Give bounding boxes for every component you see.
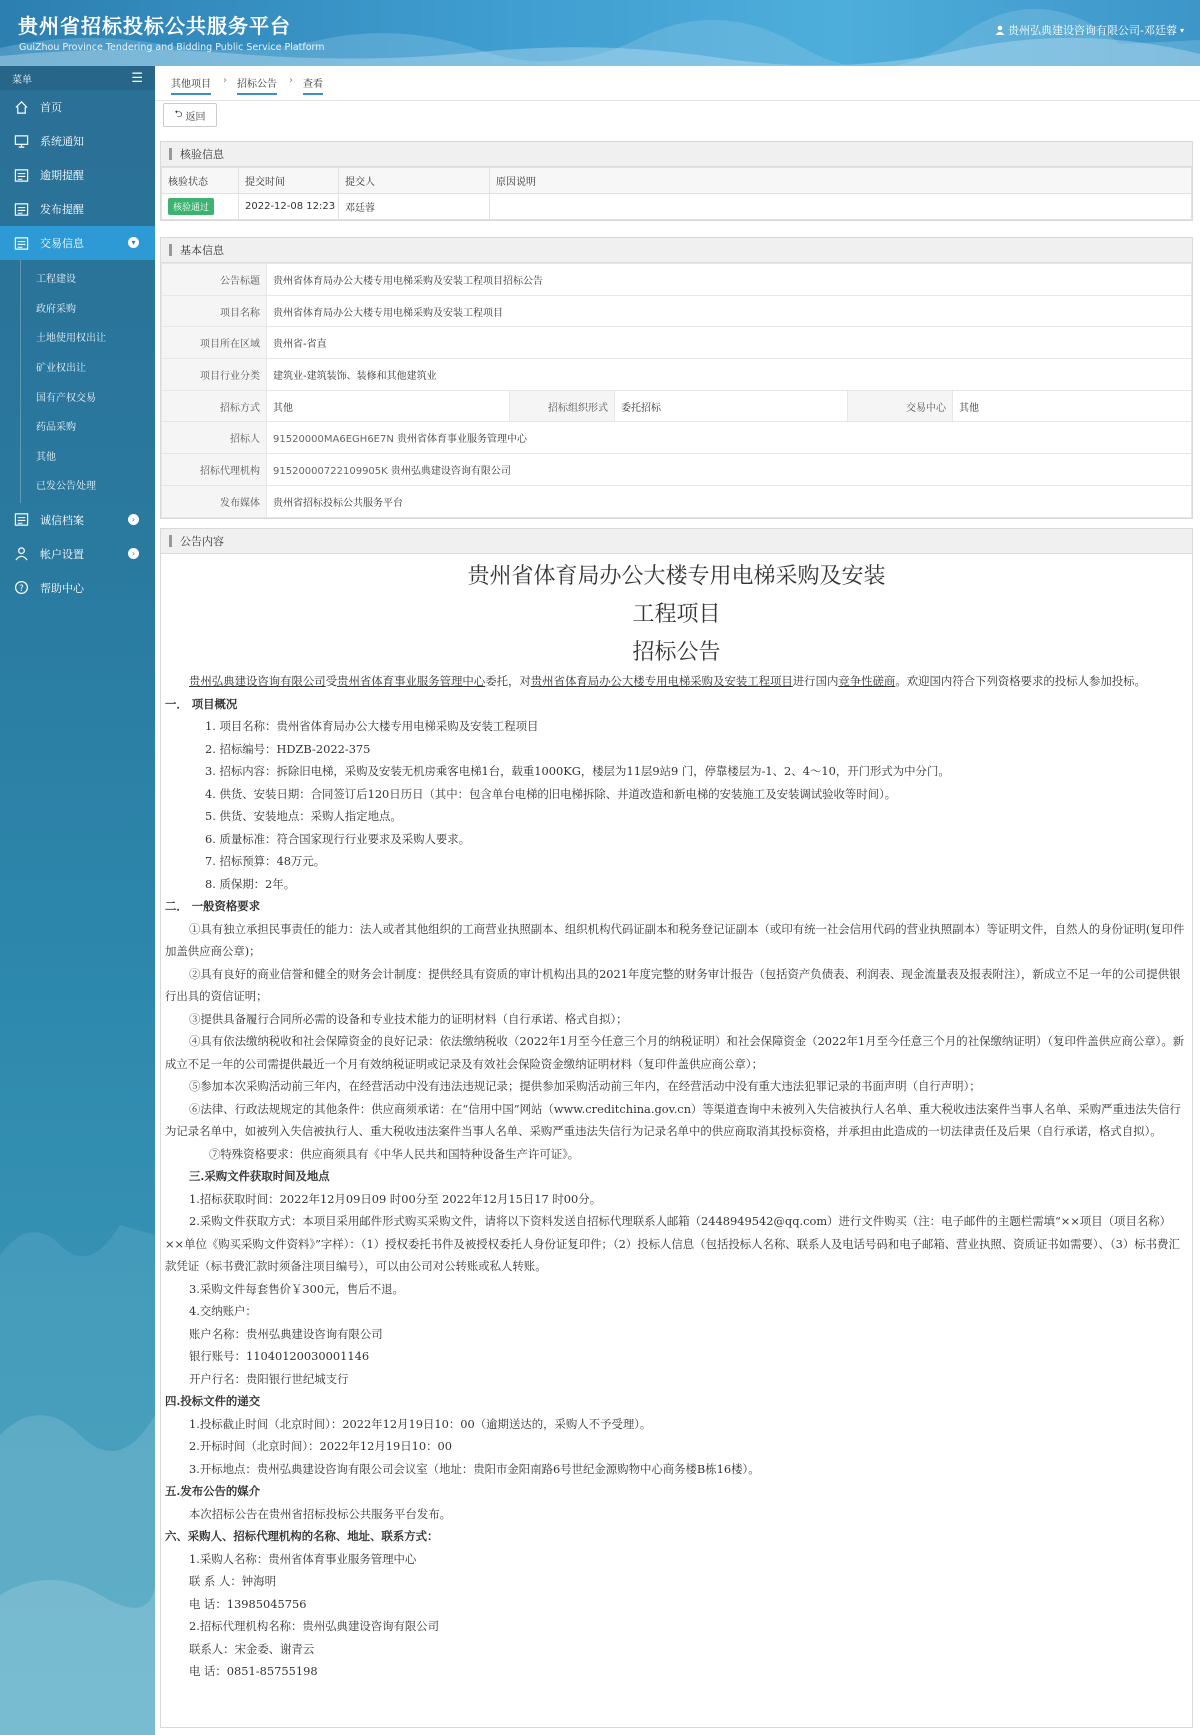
sub-item-other[interactable]: 其他 (36, 451, 56, 463)
contact-item: 电 话：13985045756 (189, 1596, 307, 1611)
sub-item-land-use[interactable]: 土地使用权出让 (36, 333, 106, 345)
basic-title: 基本信息 (180, 244, 224, 257)
title-bar-marker (169, 148, 172, 160)
nav-item-publish-reminder[interactable] (0, 192, 155, 226)
nav-label: 系统通知 (40, 135, 84, 148)
section-heading: 二． 一般资格要求 (165, 899, 261, 913)
agency-code: 91520000722109905K (273, 465, 388, 477)
project-overview-item: 4. 供货、安装日期：合同签订后120日历日（其中：包含单台电梯的旧电梯拆除、井道改造和新电梯的安装施工及安装调试验收等时间）。 (205, 786, 897, 801)
field-label: 项目所在区域 (162, 327, 267, 359)
title-bar-marker (169, 535, 172, 547)
home-icon (12, 98, 30, 116)
document-item: 银行账号：11040120030001146 (189, 1349, 370, 1363)
nav-item-credit-archive[interactable] (0, 503, 155, 537)
field-label: 发布媒体 (162, 485, 267, 517)
org-form-value: 委托招标 (615, 390, 848, 422)
tenderer-value (267, 422, 1192, 454)
submission-item: 3.开标地点：贵州弘典建设咨询有限公司会议室（地址：贵阳市金阳南路6号世纪金源购物中心商务楼B栋16楼）。 (189, 1461, 760, 1476)
basic-info-table (161, 263, 1192, 518)
announcement-text (165, 670, 1188, 1683)
chevron-down-icon: ▾ (128, 237, 139, 248)
svg-text:?: ? (18, 583, 24, 594)
sub-item-published-announcements[interactable]: 已发公告处理 (36, 481, 96, 493)
sub-item-government-procurement[interactable]: 政府采购 (36, 303, 76, 315)
contact-item: 2.招标代理机构名称：贵州弘典建设咨询有限公司 (189, 1619, 440, 1633)
basic-panel-title (161, 238, 1192, 263)
list-icon (12, 234, 30, 252)
platform-title: 贵州省招标投标公共服务平台 (18, 14, 291, 38)
project-name-value: 贵州省体育局办公大楼专用电梯采购及安装工程项目 (267, 295, 1192, 327)
qualification-item: ④具有依法缴纳税收和社会保障资金的良好记录：依法缴纳税收（2022年1月至今任意三个月的纳税证明）和社会保障资金（2022年1月至今任意三个月的社保缴纳证明）（复印件盖供应商公章）。新成立不足一年的公司需提供最近一个月有效纳税证明或记录及有效社会保险资金缴纳证明材料（复印件盖供应商公章）； (165, 1034, 1185, 1071)
nav-item-home[interactable] (0, 90, 155, 124)
back-icon: ⮌ (174, 108, 183, 120)
sidebar-background (0, 835, 155, 1735)
agency-value (267, 454, 1192, 486)
verify-panel (160, 141, 1193, 221)
main-content (155, 66, 1200, 1735)
section-heading: 六、采购人、招标代理机构的名称、地址、联系方式： (165, 1529, 439, 1543)
nav-label: 首页 (40, 101, 62, 114)
breadcrumb-separator: › (289, 75, 293, 86)
project-overview-item: 2. 招标编号：HDZB-2022-375 (205, 741, 371, 756)
industry-value: 建筑业-建筑装饰、装修和其他建筑业 (267, 359, 1192, 391)
title-bar-marker (169, 244, 172, 256)
qualification-item: ⑦特殊资格要求：供应商须具有《中华人民共和国特种设备生产许可证》。 (209, 1146, 580, 1161)
sidebar (0, 66, 155, 1735)
announcement-heading-line: 贵州省体育局办公大楼专用电梯采购及安装 (467, 564, 886, 589)
col-header: 提交人 (339, 168, 490, 194)
col-header: 核验状态 (162, 168, 239, 194)
monitor-icon (12, 132, 30, 150)
media-text: 本次招标公告在贵州省招标投标公共服务平台发布。 (189, 1506, 451, 1521)
breadcrumb-item[interactable]: 查看 (303, 75, 323, 95)
chevron-right-icon: › (128, 514, 139, 525)
announcement-section-title: 公告内容 (180, 535, 224, 548)
contact-item: 联 系 人：钟海明 (189, 1574, 276, 1588)
menu-label: 菜单 (12, 74, 32, 86)
intro-agency: 贵州弘典建设咨询有限公司 (189, 674, 326, 688)
project-overview-item: 1. 项目名称：贵州省体育局办公大楼专用电梯采购及安装工程项目 (205, 719, 539, 733)
announcement-panel-title (161, 529, 1192, 554)
qualification-item: ①具有独立承担民事责任的能力：法人或者其他组织的工商营业执照副本、组织机构代码证副本和税务登记证副本（或印有统一社会信用代码的营业执照副本）等证明文件，自然人的身份证明(复印件加盖供应商公章)； (165, 921, 1185, 958)
status-cell (162, 194, 239, 220)
field-label: 项目行业分类 (162, 359, 267, 391)
agency-name: 贵州弘典建设咨询有限公司 (390, 465, 511, 477)
qualification-item: ②具有良好的商业信誉和健全的财务会计制度：提供经具有资质的审计机构出具的2021年度完整的财务审计报告（包括资产负债表、利润表、现金流量表及报表附注），新成立不足一年的公司提供银行出具的资信证明； (165, 966, 1181, 1003)
qualification-item: ⑥法律、行政法规规定的其他条件：供应商须承诺：在“信用中国”网站（www.creditchina.gov.cn）等渠道查询中未被列入失信被执行人名单、重大税收违法案件当事人名单、采购严重违法失信行为记录名单中，如被列入失信被执行人、重大税收违法案件当事人名单、采购严重违法失信行为记录名单中的供应商取消其投标资格，并承担由此造成的一切法律责任及后果（自行承诺，格式自拟）。 (165, 1101, 1181, 1138)
sub-item-engineering[interactable]: 工程建设 (36, 274, 76, 286)
user-icon (995, 25, 1005, 35)
project-overview-item: 8. 质保期：2年。 (205, 876, 296, 891)
document-item: 1.招标获取时间：2022年12月09日09 时00分至 2022年12月15日17 时00分。 (189, 1191, 602, 1206)
nav-label: 发布提醒 (40, 203, 84, 216)
field-label: 公告标题 (162, 264, 267, 296)
reason (490, 194, 1192, 220)
trade-info-submenu (0, 260, 155, 503)
region-value: 贵州省-省直 (267, 327, 1192, 359)
back-label: 返回 (185, 111, 206, 123)
nav-label: 交易信息 (40, 237, 84, 250)
col-header: 提交时间 (239, 168, 339, 194)
caret-down-icon: ▾ (1179, 25, 1184, 35)
sub-item-mining-rights[interactable]: 矿业权出让 (36, 363, 86, 375)
list-icon (12, 511, 30, 529)
submission-item: 1.投标截止时间（北京时间）：2022年12月19日10：00（逾期送达的，采购人不予受理）。 (189, 1416, 652, 1431)
nav-label: 逾期提醒 (40, 169, 84, 182)
back-button[interactable] (163, 103, 217, 127)
breadcrumb-item[interactable]: 其他项目 (171, 75, 211, 95)
basic-info-panel (160, 237, 1193, 519)
project-overview-item: 7. 招标预算：48万元。 (205, 854, 326, 868)
col-header: 原因说明 (490, 168, 1192, 194)
contact-item: 1.采购人名称：贵州省体育事业服务管理中心 (189, 1551, 417, 1566)
intro-text: 。欢迎国内符合下列资格要求的投标人参加投标。 (895, 674, 1146, 688)
sub-item-drug-procurement[interactable]: 药品采购 (36, 422, 76, 434)
nav-item-trade-info[interactable] (0, 226, 155, 260)
field-label: 招标方式 (162, 390, 267, 422)
breadcrumb (155, 66, 1200, 101)
app-header (0, 0, 1200, 66)
verify-panel-title (161, 142, 1192, 167)
field-label: 招标组织形式 (510, 390, 615, 422)
user-menu[interactable] (995, 22, 1184, 38)
submitter: 邓廷蓉 (339, 194, 490, 220)
nav-item-help[interactable] (0, 571, 155, 605)
nav-item-notifications[interactable] (0, 124, 155, 158)
nav-item-overdue[interactable] (0, 158, 155, 192)
media-value: 贵州省招标投标公共服务平台 (267, 485, 1192, 517)
tenderer-code: 91520000MA6EGH6E7N (273, 434, 394, 446)
tenderer-name: 贵州省体育事业服务管理中心 (397, 434, 528, 446)
intro-text: 委托，对 (485, 674, 531, 688)
method-value: 其他 (267, 390, 510, 422)
nav-label: 帮助中心 (40, 581, 84, 595)
help-icon (12, 579, 30, 597)
section-heading: 三.采购文件获取时间及地点 (189, 1169, 330, 1183)
announcement-title-value: 贵州省体育局办公大楼专用电梯采购及安装工程项目招标公告 (267, 264, 1192, 296)
section-heading: 一． 项目概况 (165, 696, 238, 711)
contact-item: 联系人：宋金委、谢青云 (189, 1641, 315, 1656)
center-value: 其他 (953, 390, 1192, 422)
list-icon (12, 166, 30, 184)
breadcrumb-item[interactable]: 招标公告 (237, 75, 277, 95)
document-item: 开户行名：贵阳银行世纪城支行 (189, 1371, 349, 1386)
intro-type: 竞争性磋商 (838, 674, 896, 688)
announcement-heading-line: 招标公告 (632, 640, 721, 665)
intro-text: 受 (325, 674, 338, 688)
intro-project: 贵州省体育局办公大楼专用电梯采购及安装工程项目 (530, 674, 793, 688)
intro-text: 进行国内 (792, 674, 839, 688)
breadcrumb-separator: › (223, 75, 227, 86)
qualification-item: ③提供具备履行合同所必需的设备和专业技术能力的证明材料（自行承诺、格式自拟）； (189, 1011, 628, 1026)
document-item: 账户名称：贵州弘典建设咨询有限公司 (189, 1326, 383, 1341)
chevron-right-icon: › (128, 548, 139, 559)
intro-paragraph (165, 670, 1188, 693)
verify-table (161, 167, 1192, 220)
nav-label: 帐户设置 (40, 547, 84, 561)
user-icon (12, 545, 30, 563)
platform-subtitle: GuiZhou Province Tendering and Bidding Public Service Platform (19, 42, 325, 53)
hamburger-icon[interactable]: ☰ (131, 70, 143, 86)
project-overview-item: 5. 供货、安装地点：采购人指定地点。 (205, 809, 402, 823)
document-item: 4.交纳账户： (189, 1304, 257, 1318)
contact-item: 电 话：0851-85755198 (189, 1664, 318, 1678)
submit-time: 2022-12-08 12:23 (239, 194, 339, 220)
project-overview-item: 6. 质量标准：符合国家现行行业要求及采购人要求。 (205, 831, 471, 846)
user-name: 贵州弘典建设咨询有限公司-邓廷蓉 (1008, 24, 1177, 37)
intro-owner: 贵州省体育事业服务管理中心 (337, 674, 486, 688)
field-label: 招标人 (162, 422, 267, 454)
field-label: 招标代理机构 (162, 454, 267, 486)
nav-item-account-settings[interactable] (0, 537, 155, 571)
qualification-item: ⑤参加本次采购活动前三年内，在经营活动中没有违法违规记录；提供参加采购活动前三年内，在经营活动中没有重大违法犯罪记录的书面声明（自行声明）； (189, 1079, 981, 1093)
verify-title: 核验信息 (180, 148, 224, 161)
sub-item-state-property[interactable]: 国有产权交易 (36, 392, 96, 404)
nav-label: 诚信档案 (40, 513, 84, 527)
document-item: 2.采购文件获取方式：本项目采用邮件形式购买采购文件，请将以下资料发送自招标代理联系人邮箱（2448949542@qq.com）进行文件购买（注：电子邮件的主题栏需填“××项目（项目名称）××单位《购买采购文件资料》”字样）：（1）授权委托书件及被授权委托人身份证复印件；（2）投标人信息（包括投标人名称、联系人及电话号码和电子邮箱、营业执照、资质证书如需要）、（3）标书费汇款凭证（标书费汇款时须备注项目编号），可以由公司对公转账或私人转账。 (165, 1214, 1180, 1273)
field-label: 交易中心 (848, 390, 953, 422)
announcement-panel (160, 528, 1193, 1728)
section-heading: 四.投标文件的递交 (165, 1394, 261, 1408)
project-overview-item: 3. 招标内容：拆除旧电梯，采购及安装无机房乘客电梯1台，载重1000KG，楼层为11层9站9 门，停靠楼层为-1、2、4～10，开门形式为中分门。 (205, 764, 950, 778)
submission-item: 2.开标时间（北京时间）：2022年12月19日10：00 (189, 1439, 452, 1453)
field-label: 项目名称 (162, 295, 267, 327)
menu-header (0, 66, 155, 90)
announcement-body (161, 560, 1192, 1683)
section-heading: 五.发布公告的媒介 (165, 1484, 261, 1498)
list-icon (12, 200, 30, 218)
status-badge: 核验通过 (168, 198, 214, 215)
announcement-heading-line: 工程项目 (632, 602, 721, 627)
document-item: 3.采购文件每套售价￥300元，售后不退。 (189, 1281, 404, 1296)
